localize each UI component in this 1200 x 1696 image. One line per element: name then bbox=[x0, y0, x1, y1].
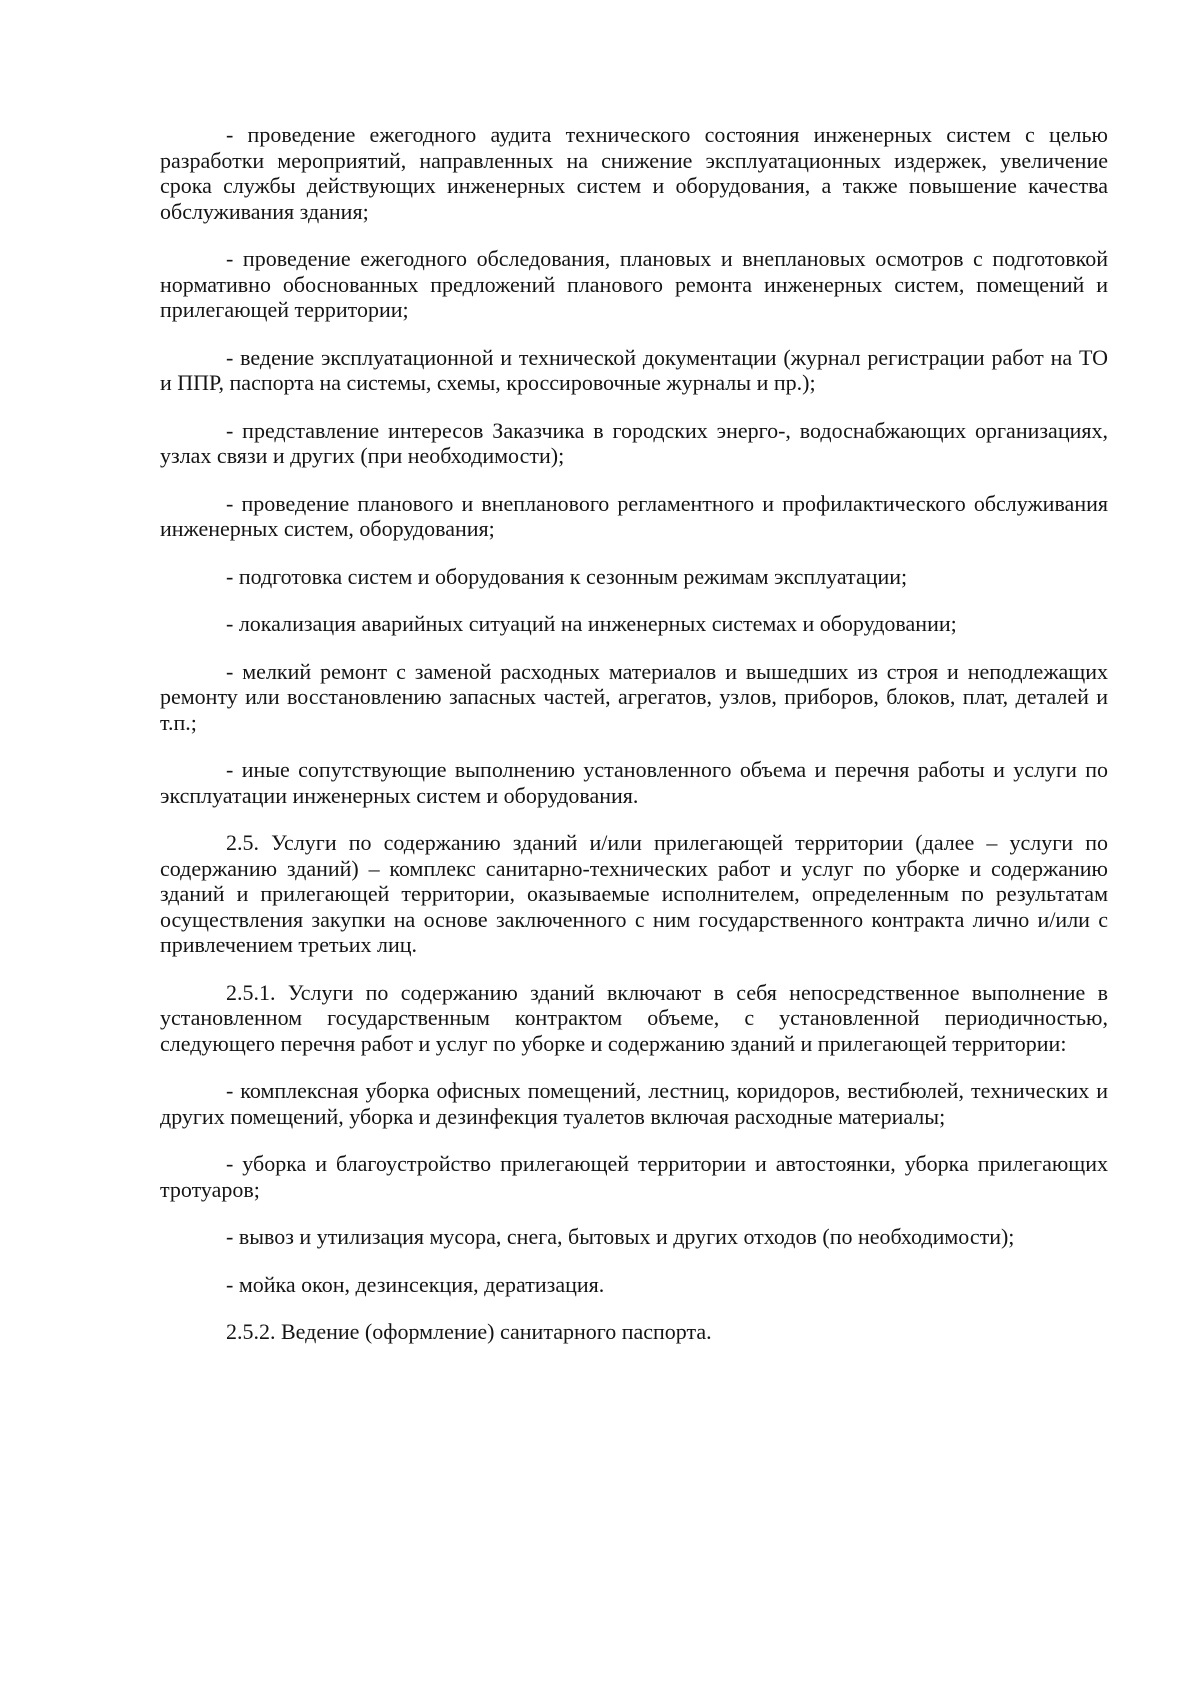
paragraph-audit: - проведение ежегодного аудита технического состояния инженерных систем с целью разработки мероприятий, направленных на снижение эксплуатационных издержек, увеличение срока службы действующих инженерных систем и оборудования, а также повышение качества обслуживания здания; bbox=[160, 122, 1108, 224]
paragraph-territory: - уборка и благоустройство прилегающей территории и автостоянки, уборка прилегающих тротуаров; bbox=[160, 1151, 1108, 1202]
paragraph-emergency: - локализация аварийных ситуаций на инженерных системах и оборудовании; bbox=[226, 611, 957, 636]
paragraph-maintenance: - проведение планового и внепланового регламентного и профилактического обслуживания инженерных систем, оборудования; bbox=[160, 490, 1108, 541]
paragraph-inspection: - проведение ежегодного обследования, плановых и внеплановых осмотров с подготовкой нормативно обоснованных предложений планового ремонта инженерных систем, помещений и прилегающей территории; bbox=[160, 246, 1108, 322]
paragraph-cleaning: - комплексная уборка офисных помещений, лестниц, коридоров, вестибюлей, технических и других помещений, уборка и дезинфекция туалетов включая расходные материалы; bbox=[160, 1078, 1108, 1129]
paragraph-documentation: - ведение эксплуатационной и технической документации (журнал регистрации работ на ТО и ППР, паспорта на системы, схемы, кроссировочные журналы и пр.); bbox=[160, 344, 1108, 395]
paragraph-representation: - представление интересов Заказчика в городских энерго-, водоснабжающих организациях, узлах связи и других (при необходимости); bbox=[160, 417, 1108, 468]
paragraph-windows: - мойка окон, дезинсекция, дератизация. bbox=[226, 1271, 605, 1297]
paragraph-waste: - вывоз и утилизация мусора, снега, бытовых и других отходов (по необходимости); bbox=[226, 1224, 1015, 1249]
paragraph-minor-repair: - мелкий ремонт с заменой расходных материалов и вышедших из строя и неподлежащих ремонту или восстановлению запасных частей, агрегатов, узлов, приборов, блоков, плат, деталей и т.п.; bbox=[160, 658, 1108, 735]
paragraph-section-2-5-2: 2.5.2. Ведение (оформление) санитарного паспорта. bbox=[226, 1319, 712, 1344]
document-body bbox=[160, 122, 1108, 1367]
paragraph-seasonal-prep: - подготовка систем и оборудования к сезонным режимам эксплуатации; bbox=[226, 563, 908, 589]
paragraph-other-services: - иные сопутствующие выполнению установленного объема и перечня работы и услуги по эксплуатации инженерных систем и оборудования. bbox=[160, 757, 1108, 808]
paragraph-section-2-5: 2.5. Услуги по содержанию зданий и/или прилегающей территории (далее – услуги по содержанию зданий) – комплекс санитарно-технических работ и услуг по уборке и содержанию зданий и прилегающей территории, оказываемые исполнителем, определенным по результатам осуществления закупки на основе заключенного с ним государственного контракта лично и/или с привлечением третьих лиц. bbox=[160, 830, 1108, 957]
paragraph-section-2-5-1: 2.5.1. Услуги по содержанию зданий включают в себя непосредственное выполнение в установленном государственным контрактом объеме, с установленной периодичностью, следующего перечня работ и услуг по уборке и содержанию зданий и прилегающей территории: bbox=[160, 979, 1108, 1056]
